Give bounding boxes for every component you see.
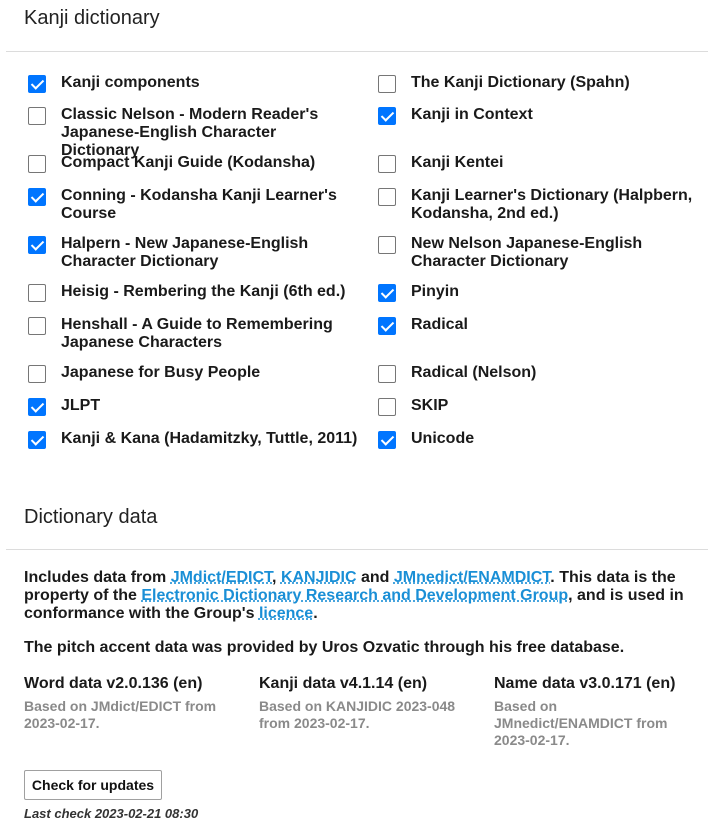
- last-check-timestamp: Last check 2023-02-21 08:30: [24, 806, 199, 821]
- kanji-option-label: Kanji Learner's Dictionary (Halpbern, Kodansha, 2nd ed.): [411, 187, 693, 222]
- kanji-option-label: Kanji components: [61, 74, 200, 91]
- kanji-option[interactable]: [378, 283, 708, 302]
- version-note: Based on KANJIDIC 2023-048 from 2023-02-17.: [259, 698, 456, 731]
- kanji-option[interactable]: [378, 316, 708, 335]
- section-divider: [6, 51, 708, 52]
- data-attribution-text: Includes data from JMdict/EDICT, KANJIDIC and JMnedict/ENAMDICT. This data is the property of the Electronic Dictionary Research and Development Group, and is used in conformance with the Group's licence.: [24, 569, 684, 622]
- checkbox-unchecked[interactable]: [28, 317, 46, 335]
- version-note: Based on JMdict/EDICT from 2023-02-17.: [24, 698, 217, 731]
- checkbox-checked[interactable]: [378, 431, 396, 449]
- version-title: Word data v2.0.136 (en): [24, 675, 203, 692]
- kanji-option[interactable]: [28, 187, 358, 223]
- version-title: Kanji data v4.1.14 (en): [259, 675, 428, 692]
- edrdg-link[interactable]: Electronic Dictionary Research and Development Group: [141, 587, 569, 604]
- kanji-option[interactable]: [378, 235, 708, 271]
- kanji-option-label: Henshall - A Guide to Remembering Japanese Characters: [61, 316, 333, 351]
- kanji-option-label: Radical (Nelson): [411, 364, 537, 381]
- kanji-option-label: Japanese for Busy People: [61, 364, 261, 381]
- checkbox-unchecked[interactable]: [28, 107, 46, 125]
- checkbox-unchecked[interactable]: [378, 75, 396, 93]
- version-title: Name data v3.0.171 (en): [494, 675, 676, 692]
- checkbox-checked[interactable]: [28, 431, 46, 449]
- check-for-updates-button[interactable]: Check for updates: [24, 770, 162, 800]
- kanji-option[interactable]: [28, 106, 358, 160]
- kanji-option-label: Radical: [411, 316, 468, 333]
- kanji-option-label: Halpern - New Japanese-English Character Dictionary: [61, 235, 309, 270]
- dictionary-data-title: Dictionary data: [24, 506, 158, 528]
- jmdict-link[interactable]: JMdict/EDICT: [170, 569, 273, 586]
- kanji-option[interactable]: [378, 430, 708, 449]
- checkbox-unchecked[interactable]: [28, 155, 46, 173]
- checkbox-unchecked[interactable]: [378, 236, 396, 254]
- checkbox-checked[interactable]: [28, 188, 46, 206]
- kanji-option[interactable]: [28, 154, 358, 173]
- version-note: Based on JMnedict/ENAMDICT from 2023-02-17.: [494, 698, 668, 748]
- kanji-option[interactable]: [28, 316, 358, 352]
- kanji-option-label: Pinyin: [411, 283, 460, 300]
- kanji-option[interactable]: [28, 364, 358, 383]
- kanji-option[interactable]: [28, 397, 358, 416]
- kanji-option[interactable]: [28, 430, 358, 449]
- kanji-option[interactable]: [378, 106, 708, 125]
- checkbox-checked[interactable]: [28, 236, 46, 254]
- checkbox-checked[interactable]: [28, 75, 46, 93]
- checkbox-unchecked[interactable]: [378, 365, 396, 383]
- word-data-version: [24, 675, 244, 732]
- kanji-option-label: Kanji & Kana (Hadamitzky, Tuttle, 2011): [61, 430, 358, 447]
- pitch-accent-credit: The pitch accent data was provided by Uros Ozvatic through his free database.: [24, 639, 625, 656]
- checkbox-unchecked[interactable]: [28, 365, 46, 383]
- licence-link[interactable]: licence: [258, 605, 314, 622]
- checkbox-checked[interactable]: [378, 107, 396, 125]
- checkbox-unchecked[interactable]: [378, 398, 396, 416]
- kanji-option-label: JLPT: [61, 397, 101, 414]
- checkbox-checked[interactable]: [378, 317, 396, 335]
- kanji-option[interactable]: [28, 235, 358, 271]
- checkbox-checked[interactable]: [378, 284, 396, 302]
- kanji-option-label: Kanji in Context: [411, 106, 533, 123]
- kanji-option-label: Unicode: [411, 430, 475, 447]
- kanji-option-label: Kanji Kentei: [411, 154, 504, 171]
- checkbox-unchecked[interactable]: [378, 188, 396, 206]
- kanji-option-label: Heisig - Rembering the Kanji (6th ed.): [61, 283, 346, 300]
- checkbox-checked[interactable]: [28, 398, 46, 416]
- kanji-option-label: New Nelson Japanese-English Character Dictionary: [411, 235, 643, 270]
- kanji-option-label: Compact Kanji Guide (Kodansha): [61, 154, 316, 171]
- kanji-option[interactable]: [378, 154, 708, 173]
- checkbox-unchecked[interactable]: [378, 155, 396, 173]
- kanji-option-label: SKIP: [411, 397, 449, 414]
- jmnedict-link[interactable]: JMnedict/ENAMDICT: [393, 569, 551, 586]
- kanji-option[interactable]: [378, 364, 708, 383]
- kanji-option[interactable]: [378, 397, 708, 416]
- kanji-option[interactable]: [28, 74, 358, 93]
- kanji-option[interactable]: [378, 187, 708, 223]
- kanji-dictionary-title: Kanji dictionary: [24, 7, 160, 29]
- kanjidic-link[interactable]: KANJIDIC: [280, 569, 357, 586]
- checkbox-unchecked[interactable]: [28, 284, 46, 302]
- section-divider: [6, 549, 708, 550]
- kanji-option-label: The Kanji Dictionary (Spahn): [411, 74, 630, 91]
- kanji-option-label: Conning - Kodansha Kanji Learner's Course: [61, 187, 337, 222]
- kanji-option-label: Classic Nelson - Modern Reader's Japanese-English Character Dictionary: [61, 106, 319, 159]
- kanji-option[interactable]: [378, 74, 708, 93]
- kanji-option[interactable]: [28, 283, 358, 302]
- name-data-version: [494, 675, 684, 749]
- kanji-data-version: [259, 675, 479, 732]
